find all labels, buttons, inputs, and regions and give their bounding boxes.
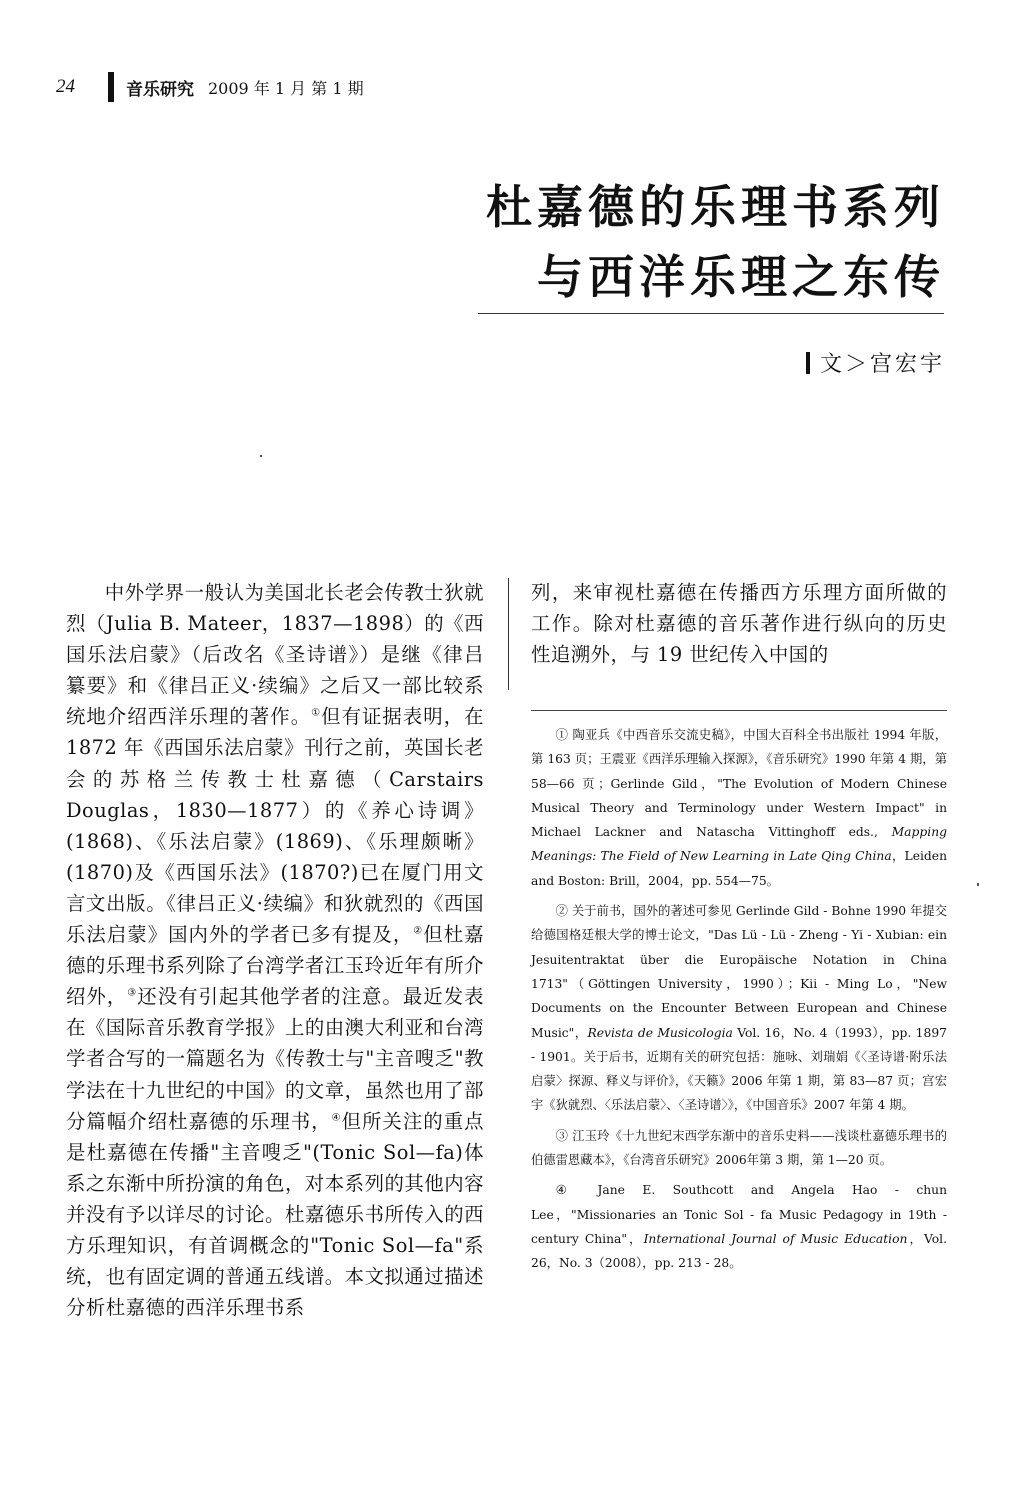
body-text: 但所关注的重点是杜嘉德在传播"主音嗖乏"(Tonic Sol—fa)体系之东渐中所扮演的角色，对本系列的其他内容并没有予以详尽的讨论。杜嘉德乐书所传入的西方乐理知识，有首调概念的"Tonic Sol—fa"系统，也有固定调的普通五线谱。本文拟通过描述分析杜嘉德的西洋乐理书系 xyxy=(66,1109,485,1320)
footnote-3: ③ 江玉玲《十九世纪末西学东渐中的音乐史料——浅谈杜嘉德乐理书的伯德雷恩藏本》，《台湾音乐研究》2006年第 3 期，第 1—20 页。 xyxy=(531,1128,947,1168)
issue-info: 2009 年 1 月 第 1 期 xyxy=(208,78,364,98)
speck xyxy=(260,455,262,457)
byline-bar xyxy=(806,352,810,374)
footnote-ref: ③ xyxy=(127,987,138,999)
title-line-1: 杜嘉德的乐理书系列 xyxy=(486,180,945,234)
footnote-ref: ② xyxy=(413,925,424,937)
body-text: 还没有引起其他学者的注意。最近发表在《国际音乐教育学报》上的由澳大利亚和台湾学者合写的一篇题名为《传教士与"主音嗖乏"教学法在十九世纪的中国》的文章，虽然也用了部分篇幅介绍杜嘉德的乐理书， xyxy=(66,985,485,1133)
footnote-text: ，Leiden and Boston: Brill，2004，pp. 554—75。 xyxy=(531,849,947,888)
title-rule xyxy=(478,313,944,314)
footnote-text: ④ Jane E. Southcott and Angela Hao - chun Lee，"Missionaries an Tonic Sol - fa Music Pedagogy in 19th - century China"， xyxy=(531,1183,947,1246)
footnote-text: International Journal of Music Education xyxy=(643,1231,908,1246)
left-column xyxy=(66,577,484,1323)
title-line-2: 与西洋乐理之东传 xyxy=(537,250,945,304)
byline xyxy=(806,347,945,378)
footnote-text: ，Vol. 26，No. 3（2008），pp. 213 - 28。 xyxy=(531,1231,947,1271)
footnote-ref: ④ xyxy=(331,1112,342,1124)
footnote-4 xyxy=(531,1178,947,1275)
footnote-text: Mapping Meanings: The Field of New Learning in Late Qing China xyxy=(531,825,947,864)
footnote-1 xyxy=(531,723,947,893)
body-text: 中外学界一般认为美国北长老会传教士狄就烈（Julia B. Mateer，1837—1898）的《西国乐法启蒙》（后改名《圣诗谱》）是继《律吕纂要》和《律吕正义·续编》之后又一部比较系统地介绍西洋乐理的著作。 xyxy=(66,581,484,729)
footnote-text: Vol. 16，No. 4（1993），pp. 1897 - 1901。关于后书，近期有关的研究包括：施咏、刘瑞娟《〈圣诗谱·附乐法启蒙〉探源、释义与评价》，《天籁》2006 年第 1 期，第 83—87 页；宫宏宇《狄就烈、〈乐法启蒙〉、〈圣诗谱〉》，《中国音乐》2007 年第 4 期。 xyxy=(531,1025,947,1113)
article-title xyxy=(486,172,945,312)
journal-name: 音乐研究 xyxy=(126,79,194,100)
author: 文＞宫宏宇 xyxy=(819,352,945,377)
margin-mark xyxy=(977,883,979,886)
footnote-ref: ① xyxy=(311,707,322,719)
running-header xyxy=(56,72,364,102)
body-text: 但有证据表明，在 1872 年《西国乐法启蒙》刊行之前，英国长老会的苏格兰传教士杜嘉德（Carstairs Douglas，1830—1877）的《养心诗调》(1868)、《乐法启蒙》(1869)、《乐理颇晰》(1870)及《西国乐法》(1870?)已在厦门用文言文出版。《律吕正义·续编》和狄就烈的《西国乐法启蒙》国内外的学者已多有提及， xyxy=(66,705,485,947)
footnotes xyxy=(531,723,947,1282)
footnote-text: ① 陶亚兵《中西音乐交流史稿》，中国大百科全书出版社 1994 年版，第 163 页；王震亚《西洋乐理输入探源》，《音乐研究》1990 年第 4 期，第 58—66 页；Gerlinde Gild，"The Evolution of Modern Chinese Musical Theory and Terminology under Western Impact" in Michael Lackner and Natascha Vittinghoff eds., xyxy=(531,728,947,840)
page-number: 24 xyxy=(56,76,75,97)
body-paragraph xyxy=(66,577,484,1323)
footnote-rule xyxy=(531,710,947,711)
body-text: 但杜嘉德的乐理书系列除了台湾学者江玉玲近年有所介绍外， xyxy=(66,923,485,1009)
body-paragraph: 列，来审视杜嘉德在传播西方乐理方面所做的工作。除对杜嘉德的音乐著作进行纵向的历史性追溯外，与 19 世纪传入中国的 xyxy=(531,581,947,667)
footnote-2 xyxy=(531,899,947,1118)
right-column xyxy=(531,577,947,670)
header-divider xyxy=(108,72,114,102)
column-divider xyxy=(508,578,509,690)
footnote-text: ② 关于前书，国外的著述可参见 Gerlinde Gild - Bohne 1990 年提交给德国格廷根大学的博士论文，"Das Lü - Lü - Zheng - Yi - Xubian: ein Jesuitentraktat über die Europäische Notation in China 1713"（Göttingen University，1990）；Kii - Ming Lo，"New Documents on the Encounter Between European and Chinese Music"， xyxy=(531,904,947,1040)
footnote-text: Revista de Musicologia xyxy=(587,1025,733,1040)
